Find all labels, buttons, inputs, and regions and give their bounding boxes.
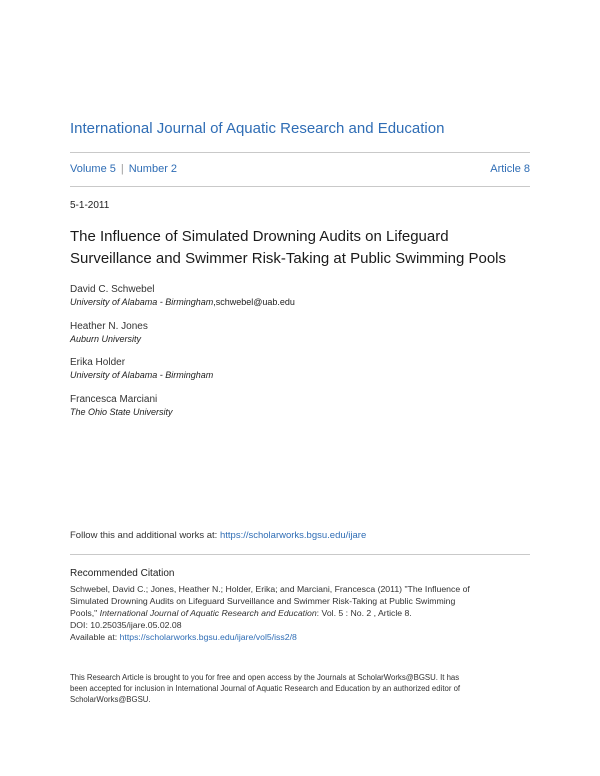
follow-text: Follow this and additional works at: <box>70 530 220 541</box>
number-link[interactable]: Number 2 <box>128 163 178 175</box>
author-affiliation: University of Alabama - Birmingham <box>70 370 214 380</box>
article-number-link[interactable]: Article 8 <box>490 163 530 175</box>
volume-link[interactable]: Volume 5 <box>70 163 116 175</box>
affiliation-text: University of Alabama - Birmingham <box>70 297 214 307</box>
available-label: Available at: <box>70 632 120 642</box>
divider <box>70 152 530 153</box>
comma: , <box>213 297 216 307</box>
author-entry <box>70 356 213 382</box>
notice-line: ScholarWorks@BGSU. <box>70 695 151 704</box>
citation-line <box>70 607 532 619</box>
article-title-line: Surveillance and Swimmer Risk-Taking at Public Swimming Pools <box>70 250 506 267</box>
follow-link[interactable]: https://scholarworks.bgsu.edu/ijare <box>219 530 367 541</box>
article-title <box>70 226 540 270</box>
author-entry <box>70 393 173 419</box>
author-affiliation <box>70 296 295 309</box>
author-entry <box>70 283 295 309</box>
author-entry <box>70 320 148 346</box>
divider <box>70 186 530 187</box>
citation-text: Pools," <box>70 608 100 618</box>
citation-line: Schwebel, David C.; Jones, Heather N.; Holder, Erika; and Marciani, Francesca (2011) "The Influence of <box>70 584 470 594</box>
author-affiliation: Auburn University <box>70 334 142 344</box>
article-title-line: The Influence of Simulated Drowning Audits on Lifeguard <box>70 228 449 245</box>
publication-date: 5-1-2011 <box>70 200 110 211</box>
issue-info <box>70 163 530 175</box>
author-name: Heather N. Jones <box>70 321 148 332</box>
available-link[interactable]: https://scholarworks.bgsu.edu/ijare/vol5/iss2/8 <box>119 632 297 642</box>
access-notice <box>70 672 532 705</box>
citation-available <box>70 631 532 643</box>
author-name: David C. Schwebel <box>70 284 155 295</box>
author-name: Erika Holder <box>70 357 126 368</box>
citation-doi: DOI: 10.25035/ijare.05.02.08 <box>70 620 182 630</box>
author-email[interactable]: schwebel@uab.edu <box>215 297 295 307</box>
separator: | <box>120 163 124 175</box>
citation-text: : Vol. 5 : No. 2 , Article 8. <box>316 608 412 618</box>
notice-line: This Research Article is brought to you for free and open access by the Journals at ScholarWorks@BGSU. It has <box>70 673 460 682</box>
citation-heading: Recommended Citation <box>70 568 175 579</box>
citation-journal: International Journal of Aquatic Research and Education <box>99 608 317 618</box>
citation-block <box>70 583 532 643</box>
author-name: Francesca Marciani <box>70 394 158 405</box>
divider <box>70 554 530 555</box>
notice-line: been accepted for inclusion in International Journal of Aquatic Research and Education by an authorized editor of <box>70 684 461 693</box>
author-affiliation: The Ohio State University <box>70 407 173 417</box>
journal-title-link[interactable]: International Journal of Aquatic Research and Education <box>70 120 445 137</box>
follow-line <box>70 530 366 541</box>
citation-line: Simulated Drowning Audits on Lifeguard Surveillance and Swimmer Risk-Taking at Public Swimming <box>70 596 456 606</box>
